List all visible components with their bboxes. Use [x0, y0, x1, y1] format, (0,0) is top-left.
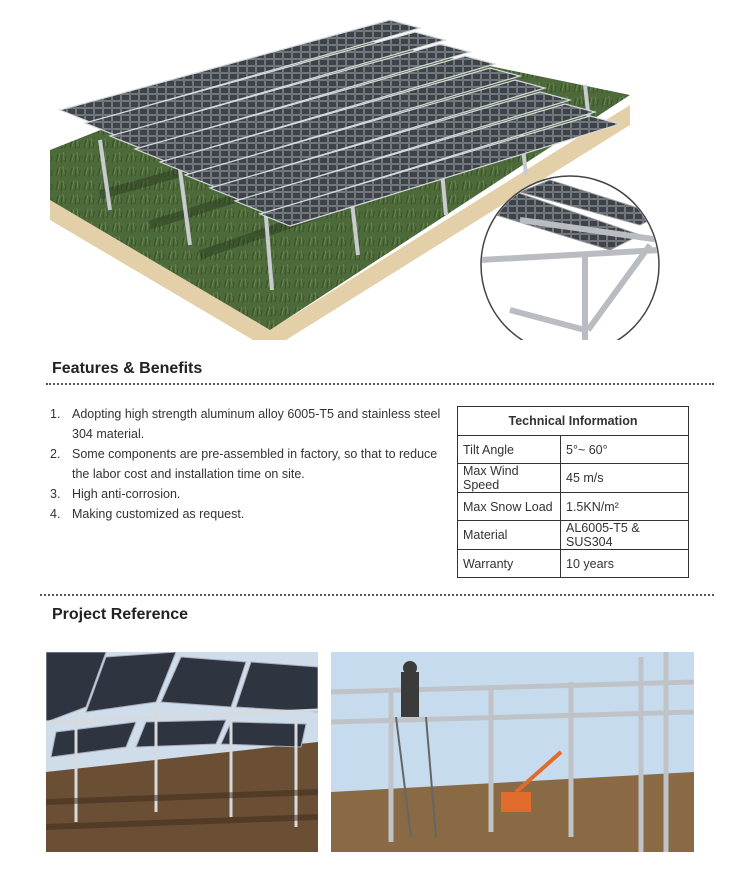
table-row: [458, 550, 689, 578]
row-value: 1.5KN/m²: [561, 493, 689, 521]
row-label: Max Snow Load: [458, 493, 561, 521]
table-row: [458, 493, 689, 521]
project-photo-2: [331, 652, 694, 852]
project-title: Project Reference: [52, 606, 189, 623]
row-label: Max Wind Speed: [458, 464, 561, 493]
features-list: [50, 404, 445, 524]
table-row: [458, 521, 689, 550]
row-value: AL6005-T5 & SUS304: [561, 521, 689, 550]
features-divider: [46, 383, 714, 385]
project-divider: [40, 594, 714, 596]
row-label: Warranty: [458, 550, 561, 578]
row-value: 5°~ 60°: [561, 436, 689, 464]
row-label: Material: [458, 521, 561, 550]
feature-item: 4. Making customized as request.: [50, 507, 245, 521]
row-value: 45 m/s: [561, 464, 689, 493]
table-row: [458, 436, 689, 464]
feature-item: 2. Some components are pre-assembled in factory, so that to reduce the labor cost and installation time on site.: [50, 447, 438, 481]
solar-carport-illustration: [40, 10, 660, 340]
row-value: 10 years: [561, 550, 689, 578]
table-row: [458, 464, 689, 493]
table-title: Technical Information: [458, 407, 689, 436]
technical-information-table: [457, 406, 689, 578]
feature-item: 1. Adopting high strength aluminum alloy 6005-T5 and stainless steel 304 material.: [50, 407, 441, 441]
feature-item: 3. High anti-corrosion.: [50, 487, 181, 501]
project-photo-1: [46, 652, 318, 852]
row-label: Tilt Angle: [458, 436, 561, 464]
features-title: Features & Benefits: [52, 360, 203, 377]
